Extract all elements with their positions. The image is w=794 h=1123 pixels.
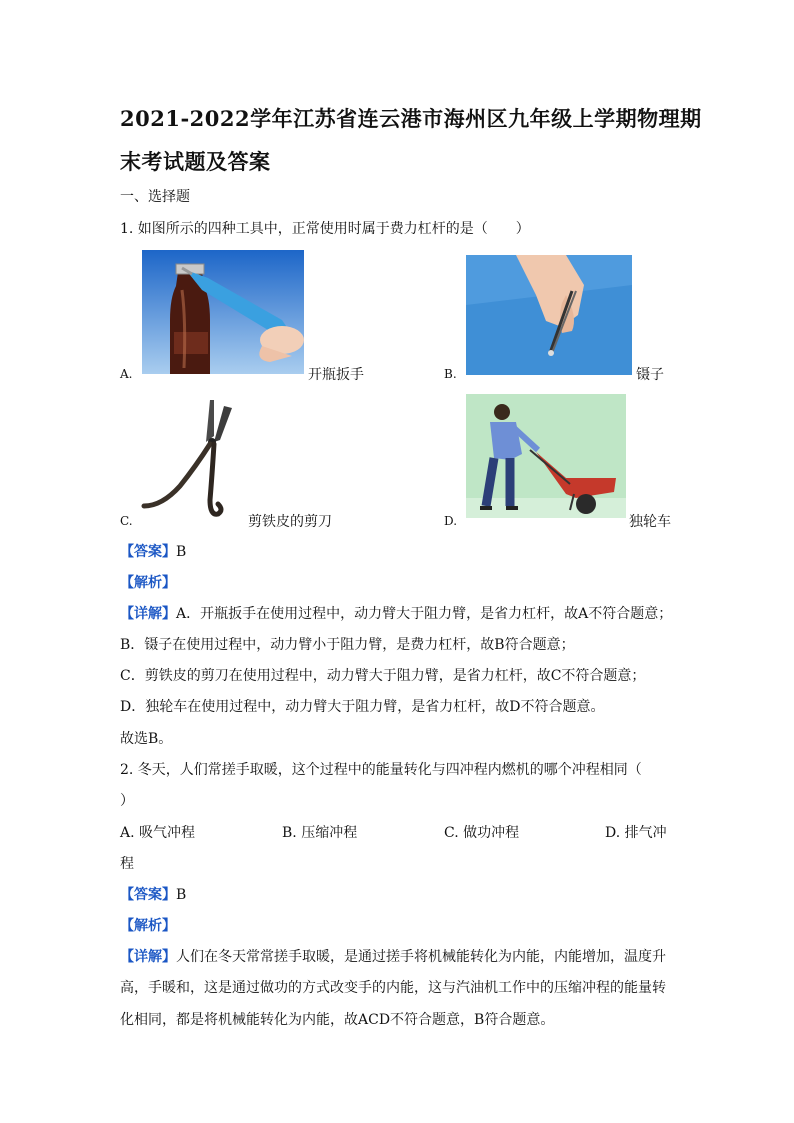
q1-analysis-tag: 【解析】 xyxy=(120,575,176,591)
q1-detail-line-4: D．独轮车在使用过程中，动力臂大于阻力臂，是省力杠杆，故D不符合题意。 xyxy=(120,699,605,715)
q1-option-d-caption: 独轮车 xyxy=(629,514,671,530)
tweezers-image xyxy=(466,255,632,375)
q2-detail-tag: 【详解】 xyxy=(120,949,176,965)
bottle-opener-image xyxy=(142,250,304,374)
q2-detail-line-2: 高，手暖和，这是通过做功的方式改变手的内能，这与汽油机工作中的压缩冲程的能量转 xyxy=(120,980,666,996)
doc-title-line2: 末考试题及答案 xyxy=(120,149,271,174)
q1-option-b-letter: B. xyxy=(444,367,457,381)
q1-conclusion: 故选B。 xyxy=(120,731,173,747)
q2-option-a: A. 吸气冲程 xyxy=(120,825,196,841)
q1-answer-line xyxy=(120,541,186,561)
tin-snips-image xyxy=(140,396,244,520)
doc-title-line1: 2021-2022学年江苏省连云港市海州区九年级上学期物理期 xyxy=(120,106,702,131)
q1-answer-tag: 【答案】 xyxy=(120,544,176,560)
q2-option-b: B. 压缩冲程 xyxy=(282,825,358,841)
q2-option-c: C. 做功冲程 xyxy=(444,825,520,841)
wheelbarrow-image xyxy=(466,394,626,518)
q1-option-a-letter: A. xyxy=(120,367,133,381)
q2-detail-line-3: 化相同，都是将机械能转化为内能，故ACD不符合题意，B符合题意。 xyxy=(120,1012,555,1028)
q2-stem-line2: ） xyxy=(120,793,134,809)
q1-detail-line-1 xyxy=(120,603,672,623)
q2-answer-value: B xyxy=(176,887,187,903)
q2-detail-text-1: 人们在冬天常常搓手取暖，是通过搓手将机械能转化为内能，内能增加，温度升 xyxy=(176,949,666,965)
q1-option-b-caption: 镊子 xyxy=(636,367,664,383)
q2-analysis-tag: 【解析】 xyxy=(120,918,176,934)
q1-option-c-caption: 剪铁皮的剪刀 xyxy=(248,514,332,530)
section-heading: 一、选择题 xyxy=(120,189,190,205)
q2-detail-line-1 xyxy=(120,946,666,966)
q1-answer-value: B xyxy=(176,544,187,560)
q1-option-c-letter: C. xyxy=(120,514,133,528)
q2-option-d-wrap: 程 xyxy=(120,856,134,872)
q2-answer-line xyxy=(120,884,186,904)
q1-option-a-caption: 开瓶扳手 xyxy=(308,367,364,383)
q1-option-d-letter: D. xyxy=(444,514,458,528)
q1-detail-line-2: B．镊子在使用过程中，动力臂小于阻力臂，是费力杠杆，故B符合题意； xyxy=(120,637,575,653)
q2-stem-line1: 2. 冬天，人们常搓手取暖，这个过程中的能量转化与四冲程内燃机的哪个冲程相同（ xyxy=(120,762,642,778)
q2-option-d: D. 排气冲 xyxy=(605,825,667,841)
q2-answer-tag: 【答案】 xyxy=(120,887,176,903)
q1-detail-tag: 【详解】 xyxy=(120,606,176,622)
q1-detail-text-1: A．开瓶扳手在使用过程中，动力臂大于阻力臂，是省力杠杆，故A不符合题意； xyxy=(176,606,673,622)
q1-detail-line-3: C．剪铁皮的剪刀在使用过程中，动力臂大于阻力臂，是省力杠杆，故C不符合题意； xyxy=(120,668,646,684)
q1-stem: 1. 如图所示的四种工具中，正常使用时属于费力杠杆的是（ ） xyxy=(120,221,530,237)
